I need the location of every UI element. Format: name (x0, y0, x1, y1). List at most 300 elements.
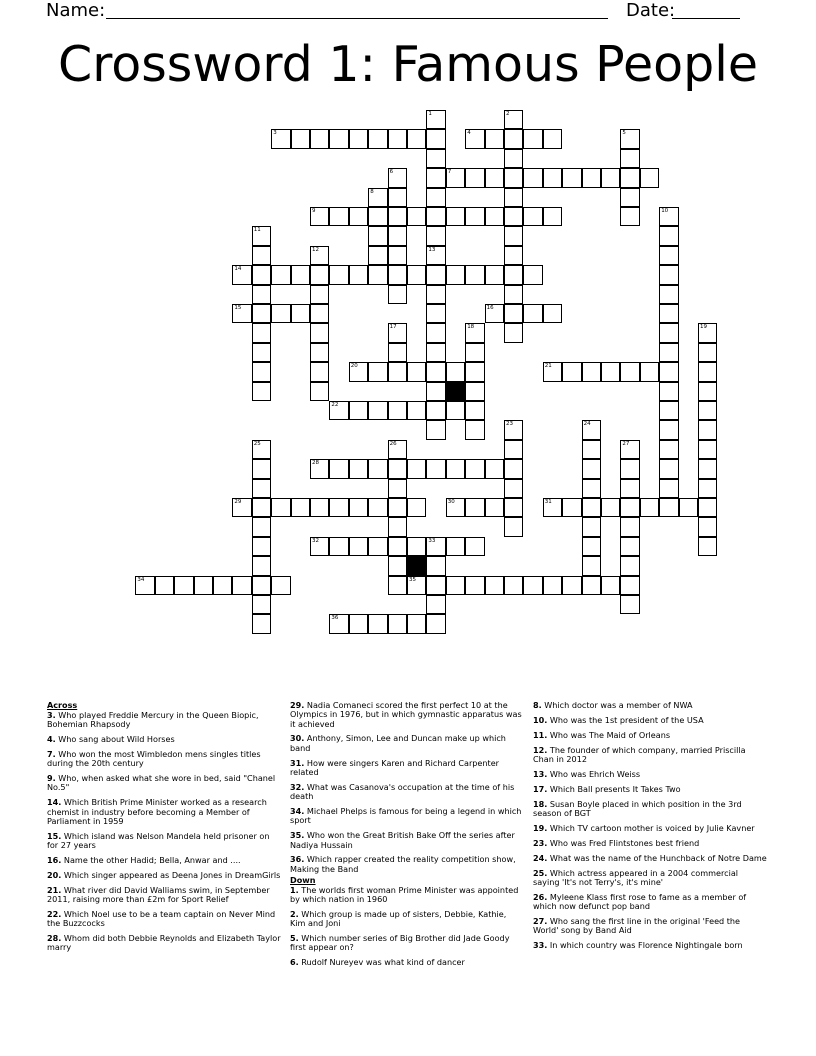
grid-cell[interactable] (388, 537, 407, 556)
grid-cell[interactable] (407, 498, 426, 517)
grid-cell[interactable] (329, 614, 348, 633)
grid-cell[interactable] (562, 498, 581, 517)
clue-number-label: 4. (47, 733, 56, 744)
grid-cell[interactable] (426, 362, 445, 381)
grid-cell[interactable] (446, 401, 465, 420)
grid-cell[interactable] (368, 246, 387, 265)
grid-cell[interactable] (582, 517, 601, 536)
grid-cell[interactable] (504, 517, 523, 536)
grid-cell[interactable] (620, 517, 639, 536)
grid-cell[interactable] (465, 401, 484, 420)
grid-cell[interactable] (252, 226, 271, 245)
grid-cell[interactable] (135, 576, 154, 595)
grid-cell[interactable] (271, 129, 290, 148)
grid-cell[interactable] (271, 304, 290, 323)
clue-number: 10 (661, 208, 669, 214)
grid-cell[interactable] (485, 129, 504, 148)
grid-cell[interactable] (291, 304, 310, 323)
grid-cell[interactable] (659, 323, 678, 342)
grid-cell[interactable] (310, 304, 329, 323)
grid-cell[interactable] (465, 168, 484, 187)
grid-cell[interactable] (504, 498, 523, 517)
grid-cell[interactable] (388, 498, 407, 517)
grid-cell[interactable] (368, 188, 387, 207)
grid-cell[interactable] (659, 226, 678, 245)
grid-cell[interactable] (407, 362, 426, 381)
grid-cell[interactable] (504, 323, 523, 342)
grid-cell[interactable] (252, 498, 271, 517)
clue-text: Who was Ehrich Weiss (547, 768, 641, 779)
grid-cell[interactable] (310, 382, 329, 401)
grid-cell[interactable] (310, 343, 329, 362)
grid-cell[interactable] (388, 246, 407, 265)
grid-cell[interactable] (659, 285, 678, 304)
grid-cell[interactable] (329, 129, 348, 148)
grid-cell[interactable] (291, 129, 310, 148)
grid-cell[interactable] (407, 265, 426, 284)
grid-cell[interactable] (698, 401, 717, 420)
grid-cell[interactable] (698, 343, 717, 362)
grid-cell[interactable] (388, 440, 407, 459)
grid-cell[interactable] (426, 420, 445, 439)
grid-cell[interactable] (620, 129, 639, 148)
grid-cell[interactable] (388, 401, 407, 420)
grid-cell[interactable] (368, 265, 387, 284)
grid-cell[interactable] (426, 323, 445, 342)
grid-cell[interactable] (446, 459, 465, 478)
grid-cell[interactable] (310, 537, 329, 556)
grid-cell[interactable] (504, 129, 523, 148)
grid-cell[interactable] (252, 323, 271, 342)
grid-cell[interactable] (504, 149, 523, 168)
grid-cell[interactable] (310, 323, 329, 342)
clue-number-label: 23. (533, 837, 548, 848)
grid-cell[interactable] (426, 382, 445, 401)
grid-cell[interactable] (582, 362, 601, 381)
grid-cell[interactable] (620, 595, 639, 614)
grid-cell[interactable] (388, 285, 407, 304)
grid-cell[interactable] (659, 440, 678, 459)
grid-cell[interactable] (698, 323, 717, 342)
grid-cell[interactable] (271, 576, 290, 595)
clue-text: The worlds first woman Prime Minister was appointed by which nation in 1960 (290, 884, 519, 905)
grid-cell[interactable] (582, 479, 601, 498)
grid-cell[interactable] (620, 537, 639, 556)
grid-cell[interactable] (426, 110, 445, 129)
clue-column-1 (47, 701, 281, 958)
grid-cell[interactable] (465, 498, 484, 517)
grid-cell[interactable] (504, 246, 523, 265)
grid-cell[interactable] (659, 420, 678, 439)
grid-cell[interactable] (659, 401, 678, 420)
grid-cell[interactable] (388, 479, 407, 498)
clue-number-label: 32. (290, 781, 305, 792)
grid-cell[interactable] (523, 265, 542, 284)
grid-cell[interactable] (232, 498, 251, 517)
grid-cell[interactable] (543, 362, 562, 381)
grid-cell[interactable] (620, 556, 639, 575)
grid-cell[interactable] (252, 537, 271, 556)
clue-number-label: 36. (290, 854, 305, 865)
grid-cell[interactable] (543, 576, 562, 595)
grid-cell[interactable] (485, 576, 504, 595)
grid-cell[interactable] (698, 498, 717, 517)
grid-cell[interactable] (329, 265, 348, 284)
grid-cell[interactable] (582, 537, 601, 556)
grid-cell[interactable] (465, 576, 484, 595)
grid-cell[interactable] (426, 304, 445, 323)
grid-cell[interactable] (426, 149, 445, 168)
grid-cell[interactable] (310, 362, 329, 381)
grid-cell[interactable] (582, 498, 601, 517)
grid-cell[interactable] (426, 285, 445, 304)
grid-cell[interactable] (465, 382, 484, 401)
clue-number-label: 22. (47, 908, 62, 919)
grid-cell[interactable] (407, 129, 426, 148)
grid-cell[interactable] (446, 207, 465, 226)
grid-cell[interactable] (523, 168, 542, 187)
grid-cell[interactable] (368, 537, 387, 556)
grid-cell[interactable] (698, 479, 717, 498)
grid-cell[interactable] (388, 265, 407, 284)
grid-cell[interactable] (485, 207, 504, 226)
grid-cell[interactable] (310, 285, 329, 304)
clue-number: 29 (234, 499, 242, 505)
grid-cell[interactable] (388, 226, 407, 245)
grid-cell[interactable] (504, 479, 523, 498)
grid-cell[interactable] (426, 459, 445, 478)
grid-cell[interactable] (388, 188, 407, 207)
grid-cell[interactable] (368, 614, 387, 633)
grid-cell[interactable] (504, 420, 523, 439)
grid-cell[interactable] (620, 440, 639, 459)
grid-cell[interactable] (329, 207, 348, 226)
grid-cell[interactable] (213, 576, 232, 595)
grid-cell[interactable] (426, 614, 445, 633)
grid-cell[interactable] (368, 459, 387, 478)
clue-text: Which Noel use to be a team captain on Never Mind the Buzzcocks (47, 908, 276, 929)
clue-text: The founder of which company, married Priscilla Chan in 2012 (533, 744, 746, 764)
grid-cell[interactable] (252, 440, 271, 459)
grid-cell[interactable] (659, 246, 678, 265)
grid-cell[interactable] (504, 168, 523, 187)
grid-cell[interactable] (426, 207, 445, 226)
grid-cell[interactable] (349, 129, 368, 148)
clue-text: Who won the most Wimbledon mens singles titles during the 20th century (47, 748, 261, 769)
grid-cell[interactable] (504, 265, 523, 284)
grid-cell[interactable] (388, 323, 407, 342)
grid-cell[interactable] (582, 576, 601, 595)
clue-number: 16 (486, 305, 494, 311)
grid-cell[interactable] (252, 459, 271, 478)
grid-cell[interactable] (388, 362, 407, 381)
clue-number: 8 (370, 188, 374, 195)
grid-cell[interactable] (504, 459, 523, 478)
grid-cell[interactable] (601, 498, 620, 517)
grid-cell[interactable] (620, 576, 639, 595)
grid-cell[interactable] (582, 459, 601, 478)
grid-cell[interactable] (620, 459, 639, 478)
grid-cell[interactable] (271, 265, 290, 284)
grid-cell[interactable] (465, 459, 484, 478)
grid-cell[interactable] (523, 304, 542, 323)
grid-cell[interactable] (252, 595, 271, 614)
grid-cell[interactable] (465, 265, 484, 284)
grid-cell[interactable] (698, 382, 717, 401)
grid-cell[interactable] (252, 576, 271, 595)
grid-cell[interactable] (465, 323, 484, 342)
grid-cell[interactable] (426, 556, 445, 575)
grid-cell[interactable] (465, 537, 484, 556)
grid-cell[interactable] (698, 517, 717, 536)
grid-cell[interactable] (349, 265, 368, 284)
grid-cell[interactable] (523, 207, 542, 226)
grid-cell[interactable] (659, 459, 678, 478)
clue-number: 14 (234, 266, 242, 273)
grid-cell[interactable] (291, 265, 310, 284)
grid-cell[interactable] (232, 265, 251, 284)
clue-text: Who played Freddie Mercury in the Queen Biopic, Bohemian Rhapsody (47, 709, 259, 730)
grid-cell[interactable] (329, 537, 348, 556)
grid-cell[interactable] (426, 129, 445, 148)
grid-cell[interactable] (620, 479, 639, 498)
clue-down (533, 839, 767, 848)
grid-cell[interactable] (174, 576, 193, 595)
grid-cell[interactable] (543, 207, 562, 226)
grid-cell[interactable] (368, 401, 387, 420)
grid-cell[interactable] (485, 265, 504, 284)
clue-number-label: 34. (290, 806, 305, 817)
clue-number: 13 (428, 246, 436, 253)
grid-cell[interactable] (349, 498, 368, 517)
grid-cell[interactable] (388, 517, 407, 536)
grid-cell[interactable] (485, 304, 504, 323)
grid-cell[interactable] (504, 576, 523, 595)
grid-cell[interactable] (543, 168, 562, 187)
grid-cell[interactable] (698, 420, 717, 439)
grid-cell[interactable] (291, 498, 310, 517)
grid-cell[interactable] (620, 168, 639, 187)
grid-cell[interactable] (446, 265, 465, 284)
grid-cell[interactable] (329, 401, 348, 420)
grid-cell[interactable] (252, 265, 271, 284)
grid-cell[interactable] (485, 168, 504, 187)
grid-cell[interactable] (407, 207, 426, 226)
grid-cell[interactable] (349, 207, 368, 226)
grid-cell[interactable] (310, 498, 329, 517)
clue-number-label: 15. (47, 830, 62, 841)
grid-cell[interactable] (368, 498, 387, 517)
grid-cell[interactable] (349, 537, 368, 556)
clue-across (47, 871, 281, 880)
grid-cell[interactable] (659, 498, 678, 517)
grid-cell[interactable] (504, 188, 523, 207)
grid-cell[interactable] (698, 459, 717, 478)
grid-cell[interactable] (465, 129, 484, 148)
grid-cell[interactable] (446, 576, 465, 595)
grid-cell[interactable] (310, 207, 329, 226)
grid-cell[interactable] (620, 498, 639, 517)
grid-cell[interactable] (252, 556, 271, 575)
grid-cell[interactable] (582, 168, 601, 187)
grid-cell[interactable] (426, 576, 445, 595)
grid-cell[interactable] (252, 362, 271, 381)
grid-cell[interactable] (562, 168, 581, 187)
grid-cell[interactable] (446, 168, 465, 187)
grid-cell[interactable] (407, 537, 426, 556)
grid-cell[interactable] (504, 285, 523, 304)
grid-cell[interactable] (446, 537, 465, 556)
clue-number-label: 1. (290, 884, 299, 895)
grid-cell[interactable] (407, 576, 426, 595)
clue-number-label: 35. (290, 830, 305, 841)
grid-cell[interactable] (368, 129, 387, 148)
grid-cell[interactable] (640, 168, 659, 187)
grid-cell[interactable] (523, 129, 542, 148)
grid-cell[interactable] (368, 362, 387, 381)
grid-cell[interactable] (388, 459, 407, 478)
clue-number: 7 (447, 169, 452, 176)
grid-cell[interactable] (426, 401, 445, 420)
grid-cell[interactable] (252, 304, 271, 323)
grid-cell[interactable] (368, 226, 387, 245)
grid-cell[interactable] (426, 537, 445, 556)
grid-cell[interactable] (601, 576, 620, 595)
clue-number-label: 12. (533, 744, 548, 755)
grid-cell[interactable] (504, 440, 523, 459)
grid-cell[interactable] (659, 343, 678, 362)
grid-cell[interactable] (388, 556, 407, 575)
grid-cell[interactable] (504, 304, 523, 323)
grid-cell[interactable] (407, 614, 426, 633)
grid-cell[interactable] (523, 576, 542, 595)
grid-cell[interactable] (426, 168, 445, 187)
grid-cell[interactable] (698, 362, 717, 381)
grid-cell[interactable] (349, 614, 368, 633)
grid-cell[interactable] (252, 343, 271, 362)
grid-cell[interactable] (426, 246, 445, 265)
grid-cell[interactable] (620, 149, 639, 168)
grid-cell[interactable] (620, 362, 639, 381)
grid-cell[interactable] (562, 362, 581, 381)
grid-cell[interactable] (194, 576, 213, 595)
grid-cell[interactable] (465, 207, 484, 226)
grid-cell[interactable] (349, 362, 368, 381)
grid-cell[interactable] (426, 595, 445, 614)
grid-cell[interactable] (310, 459, 329, 478)
clue-number-label: 7. (47, 748, 56, 759)
grid-cell[interactable] (155, 576, 174, 595)
grid-cell[interactable] (543, 129, 562, 148)
grid-cell[interactable] (232, 304, 251, 323)
clue-down (290, 934, 524, 953)
grid-cell[interactable] (252, 285, 271, 304)
grid-cell[interactable] (601, 362, 620, 381)
grid-cell[interactable] (426, 226, 445, 245)
grid-cell[interactable] (252, 614, 271, 633)
clue-number-label: 13. (533, 768, 548, 779)
grid-cell[interactable] (252, 517, 271, 536)
clue-column-3 (533, 701, 767, 956)
grid-cell[interactable] (252, 479, 271, 498)
grid-cell[interactable] (310, 265, 329, 284)
grid-cell[interactable] (640, 362, 659, 381)
grid-cell[interactable] (426, 265, 445, 284)
grid-cell[interactable] (407, 401, 426, 420)
grid-cell[interactable] (368, 207, 387, 226)
clue-number: 35 (409, 576, 416, 583)
grid-cell[interactable] (388, 129, 407, 148)
grid-cell[interactable] (582, 556, 601, 575)
grid-cell[interactable] (426, 188, 445, 207)
grid-cell[interactable] (504, 226, 523, 245)
grid-cell[interactable] (698, 537, 717, 556)
grid-cell[interactable] (659, 382, 678, 401)
grid-cell[interactable] (446, 498, 465, 517)
grid-cell[interactable] (252, 382, 271, 401)
grid-cell[interactable] (620, 207, 639, 226)
grid-cell[interactable] (232, 576, 251, 595)
grid-cell[interactable] (446, 362, 465, 381)
grid-cell[interactable] (349, 459, 368, 478)
grid-cell[interactable] (504, 207, 523, 226)
grid-cell[interactable] (679, 498, 698, 517)
grid-cell[interactable] (388, 207, 407, 226)
grid-cell[interactable] (465, 343, 484, 362)
grid-cell[interactable] (698, 440, 717, 459)
grid-cell[interactable] (659, 362, 678, 381)
grid-cell[interactable] (465, 420, 484, 439)
grid-cell[interactable] (349, 401, 368, 420)
grid-cell[interactable] (310, 246, 329, 265)
clue-down (290, 886, 524, 905)
grid-cell[interactable] (310, 129, 329, 148)
grid-cell[interactable] (659, 479, 678, 498)
clue-number: 18 (467, 324, 475, 331)
clue-number-label: 10. (533, 714, 548, 725)
grid-cell[interactable] (640, 498, 659, 517)
grid-cell[interactable] (329, 498, 348, 517)
grid-cell[interactable] (562, 576, 581, 595)
grid-cell[interactable] (388, 343, 407, 362)
clue-text: Who was The Maid of Orleans (547, 729, 671, 740)
clue-number: 22 (331, 402, 339, 408)
grid-cell[interactable] (659, 304, 678, 323)
grid-cell[interactable] (659, 207, 678, 226)
grid-cell[interactable] (543, 498, 562, 517)
grid-cell[interactable] (582, 420, 601, 439)
grid-cell[interactable] (426, 343, 445, 362)
grid-cell[interactable] (485, 498, 504, 517)
grid-cell[interactable] (620, 188, 639, 207)
grid-cell[interactable] (407, 459, 426, 478)
grid-cell[interactable] (659, 265, 678, 284)
grid-cell[interactable] (582, 440, 601, 459)
grid-cell[interactable] (329, 459, 348, 478)
grid-cell[interactable] (485, 459, 504, 478)
grid-cell[interactable] (504, 110, 523, 129)
grid-cell[interactable] (388, 168, 407, 187)
grid-cell[interactable] (271, 498, 290, 517)
grid-cell[interactable] (543, 304, 562, 323)
grid-cell[interactable] (601, 168, 620, 187)
clue-number: 28 (312, 460, 319, 467)
grid-cell[interactable] (465, 362, 484, 381)
grid-cell[interactable] (252, 246, 271, 265)
grid-cell[interactable] (388, 576, 407, 595)
clue-across (290, 807, 524, 826)
grid-cell[interactable] (388, 614, 407, 633)
